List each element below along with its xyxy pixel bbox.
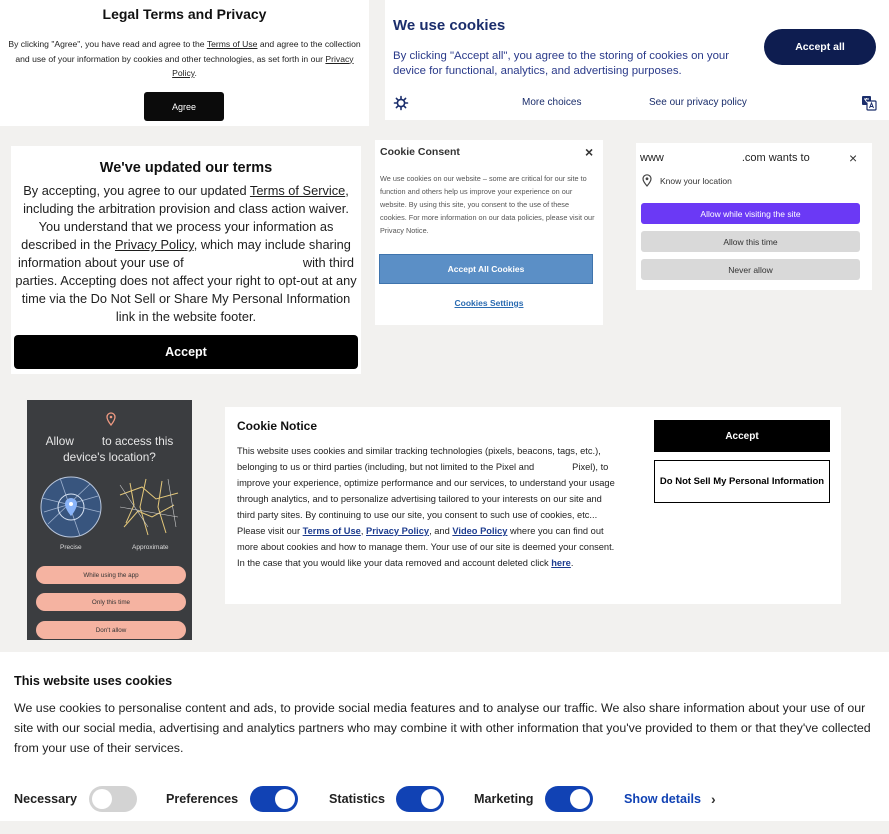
location-pin-icon xyxy=(106,412,116,426)
cookie-consent-body: We use cookies on our website – some are critical for our site to function and others help us improve your experience on our website. By using this site, you consent to the use of these cookies. For more information on our data policies, please visit our Privacy Notice. xyxy=(380,174,595,235)
host-prefix: www xyxy=(640,152,664,164)
privacy-policy-link[interactable]: Privacy Policy xyxy=(115,237,194,252)
accept-button[interactable]: Accept xyxy=(14,335,358,369)
notice-sep-1: , xyxy=(360,526,367,536)
approximate-label: Approximate xyxy=(132,544,169,551)
website-cookies-body: We use cookies to personalise content and ads, to provide social media features and to analyse our traffic. We also share information about your use of our site with our social media, advertising and analytics partners who may combine it with other information that you've provided to them or that they've collected from your use of their services. xyxy=(14,701,871,755)
close-icon[interactable]: × xyxy=(849,150,858,166)
precise-map-icon[interactable] xyxy=(40,476,102,538)
accept-all-button[interactable]: Accept all xyxy=(764,29,876,65)
prompt-access-text: to access this xyxy=(101,434,174,448)
updated-terms-text-1: By accepting, you agree to our updated xyxy=(23,183,250,198)
location-permission-prompt xyxy=(636,143,872,290)
marketing-label: Marketing xyxy=(474,792,534,806)
cookie-banner-title: We use cookies xyxy=(393,17,506,34)
updated-terms-text-3: , which may include sharing information about your use of xyxy=(17,237,351,270)
website-cookies-banner xyxy=(0,652,889,821)
close-icon[interactable]: × xyxy=(585,144,594,160)
agree-button[interactable]: Agree xyxy=(144,92,224,121)
legal-body-text-1: By clicking "Agree", you have read and agree to the xyxy=(8,39,207,49)
only-this-time-button[interactable]: Only this time xyxy=(36,593,186,611)
approximate-map-icon[interactable] xyxy=(118,477,180,537)
show-details-link[interactable]: Show details xyxy=(624,792,701,806)
notice-text-1: This website uses cookies and similar tracking technologies (pixels, beacons, tags, etc.), belonging to us or third parties (including, but not limited to the Pixel and xyxy=(237,446,601,472)
allow-this-time-button[interactable]: Allow this time xyxy=(641,231,860,252)
while-using-app-button[interactable]: While using the app xyxy=(36,566,186,584)
notice-text-3: where you can find out more about cookies and how to manage them. Your use of our site is deemed your consent. In the case that you would like your data removed and account deleted click xyxy=(237,526,615,568)
never-allow-button[interactable]: Never allow xyxy=(641,259,860,280)
accept-button[interactable]: Accept xyxy=(654,420,830,452)
allow-while-visiting-button[interactable]: Allow while visiting the site xyxy=(641,203,860,224)
cookie-banner-body: By clicking "Accept all", you agree to the storing of cookies on your device for functional, analytics, and advertising purposes. xyxy=(393,50,730,77)
notice-text-4: . xyxy=(570,558,574,568)
toggle-knob xyxy=(275,789,295,809)
necessary-toggle[interactable] xyxy=(89,786,137,812)
terms-of-use-link[interactable]: Terms of Use xyxy=(206,39,258,49)
privacy-policy-link[interactable]: Privacy Policy xyxy=(366,526,430,536)
cookie-consent-dialog xyxy=(375,140,603,325)
notice-sep-2: , and xyxy=(429,526,453,536)
marketing-toggle[interactable] xyxy=(545,786,593,812)
legal-body-text-3: . xyxy=(194,68,197,78)
prompt-device-text: device's location? xyxy=(63,450,156,464)
privacy-policy-link[interactable]: See our privacy policy xyxy=(649,97,747,108)
here-link[interactable]: here xyxy=(551,558,571,568)
legal-body-text-2: and agree to the collection and use of your information by cookies and other technologies, as set forth in our xyxy=(15,39,361,64)
updated-terms-dialog xyxy=(11,146,361,374)
updated-terms-text-2: , including the arbitration provision and class action waiver. You understand that we process your information as described in the xyxy=(21,183,349,252)
terms-of-service-link[interactable]: Terms of Service xyxy=(249,183,346,198)
legal-terms-title: Legal Terms and Privacy xyxy=(102,6,267,22)
toggle-knob xyxy=(570,789,590,809)
legal-terms-dialog xyxy=(0,0,369,126)
updated-terms-body xyxy=(13,182,359,326)
dont-allow-button[interactable]: Don't allow xyxy=(36,621,186,639)
updated-terms-title: We've updated our terms xyxy=(99,160,273,176)
video-policy-link[interactable]: Video Policy xyxy=(452,526,508,536)
host-suffix: .com wants to xyxy=(741,152,810,164)
accept-all-cookies-button[interactable]: Accept All Cookies xyxy=(379,254,593,284)
statistics-toggle[interactable] xyxy=(396,786,444,812)
notice-text-2: Pixel), to improve your experience, optimize performance and our services, to understand your usage through analytics, and to personalize advertising tailored to your interests on our site and third party sites. By continuing to use our site, you consent to such use of cookies, etc... Please visit our xyxy=(237,462,615,536)
legal-terms-body xyxy=(8,37,361,81)
cookie-banner xyxy=(385,0,889,120)
translate-icon[interactable] xyxy=(861,95,877,111)
updated-terms-text-4: with third parties. Accepting does not affect your right to opt-out at any time via the Do Not Sell or Share My Personal Information link in the website footer. xyxy=(15,255,357,324)
cookie-consent-title: Cookie Consent xyxy=(380,146,460,158)
terms-of-use-link[interactable]: Terms of Use xyxy=(302,526,361,536)
preferences-toggle[interactable] xyxy=(250,786,298,812)
cookie-notice xyxy=(225,407,841,604)
precise-label: Precise xyxy=(60,544,82,551)
statistics-label: Statistics xyxy=(329,792,385,806)
necessary-label: Necessary xyxy=(14,792,78,806)
android-prompt-question xyxy=(27,433,192,465)
website-cookies-title: This website uses cookies xyxy=(14,674,173,688)
gear-icon[interactable] xyxy=(393,95,409,111)
permission-label: Know your location xyxy=(660,176,732,186)
prompt-allow-text: Allow xyxy=(45,434,74,448)
location-pin-icon xyxy=(642,174,652,187)
toggle-knob xyxy=(92,789,112,809)
privacy-policy-link[interactable]: Privacy Policy xyxy=(172,53,354,78)
cookie-notice-body xyxy=(237,443,619,571)
android-location-prompt xyxy=(27,400,192,640)
cookies-settings-link[interactable]: Cookies Settings xyxy=(454,298,524,308)
do-not-sell-button[interactable]: Do Not Sell My Personal Information xyxy=(654,460,830,503)
more-choices-link[interactable]: More choices xyxy=(522,97,582,108)
toggle-knob xyxy=(421,789,441,809)
chevron-right-icon[interactable]: › xyxy=(711,791,716,807)
site-host xyxy=(640,152,810,164)
preferences-label: Preferences xyxy=(166,792,239,806)
cookie-notice-title: Cookie Notice xyxy=(237,419,318,433)
